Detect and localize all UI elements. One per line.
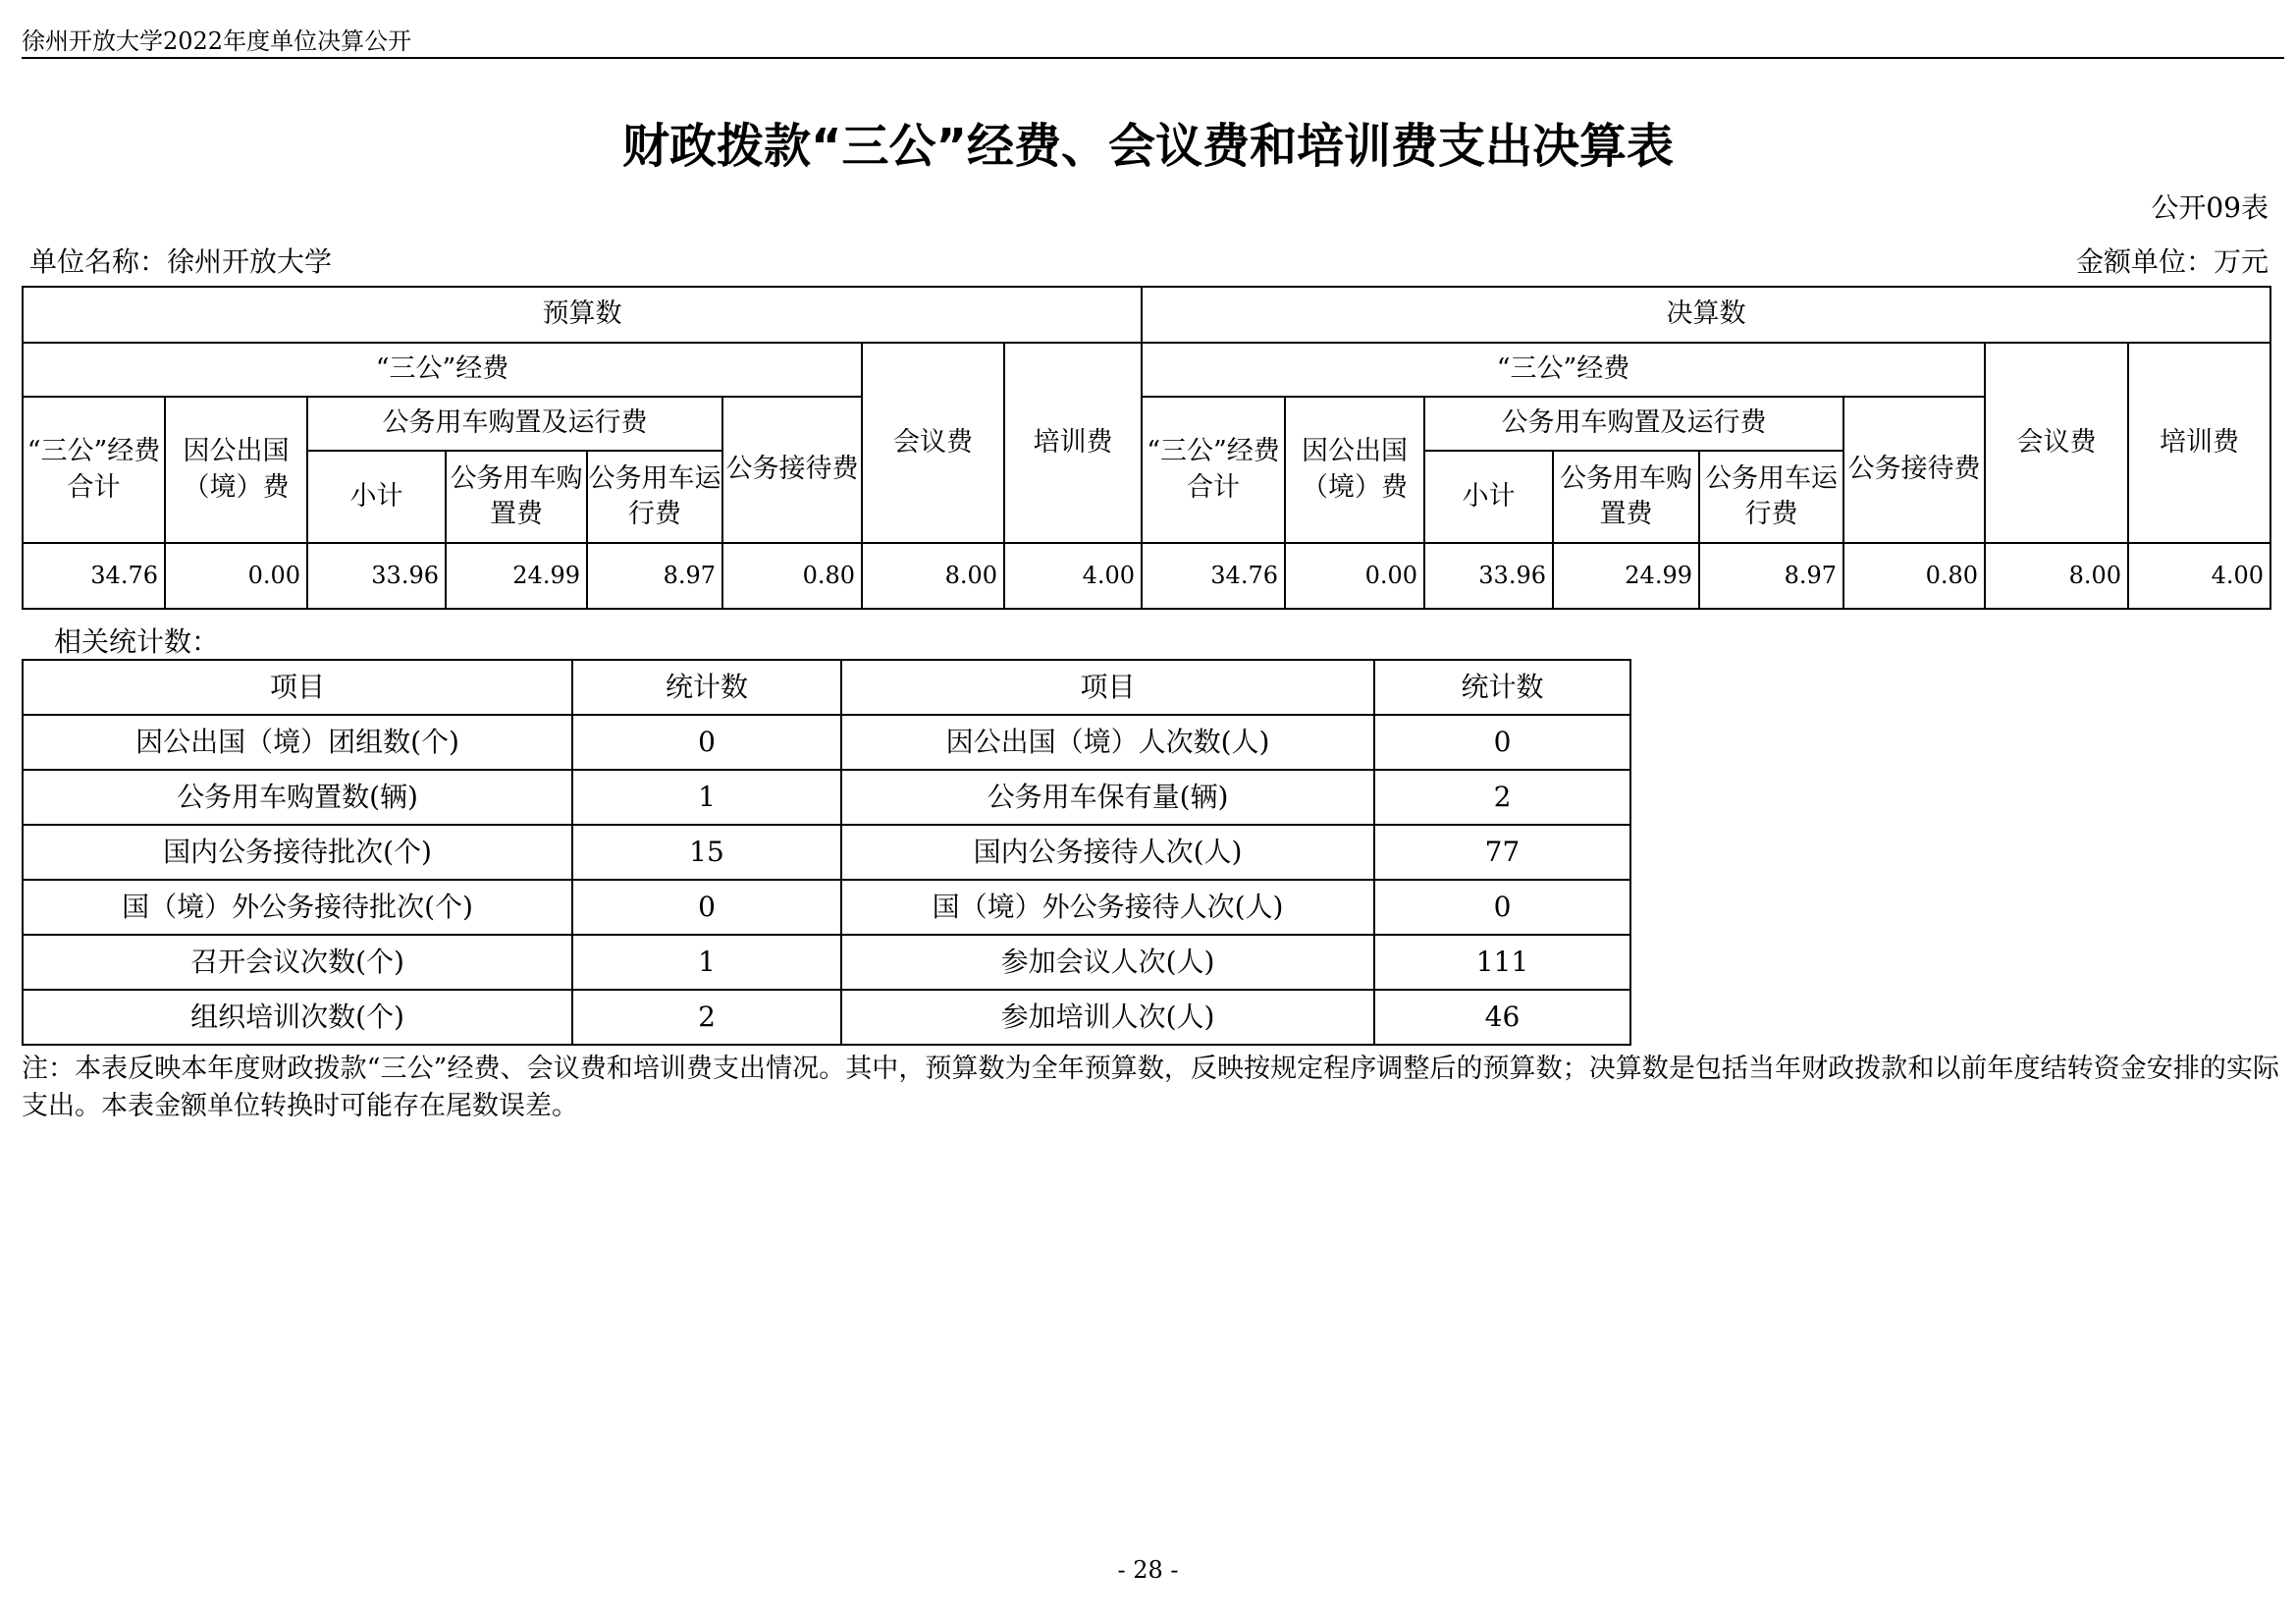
- final-value: 4.00: [2128, 543, 2270, 609]
- stat-item: 参加培训人次(人): [841, 990, 1374, 1045]
- header-divider: [22, 57, 2284, 59]
- budget-value: 0.00: [165, 543, 307, 609]
- car-buy-header: 公务用车购置费: [1553, 451, 1699, 543]
- stat-item: 国（境）外公务接待人次(人): [841, 880, 1374, 935]
- subtotal-header: 小计: [307, 451, 446, 543]
- stat-value: 1: [572, 770, 841, 825]
- page-title: 财政拨款“三公”经费、会议费和培训费支出决算表: [621, 119, 1675, 174]
- final-value: 0.00: [1285, 543, 1424, 609]
- table-row: [23, 715, 1630, 770]
- subtotal-header: 小计: [1424, 451, 1553, 543]
- total-header: “三公”经费合计: [1142, 397, 1285, 543]
- running-header: 徐州开放大学2022年度单位决算公开: [22, 27, 412, 55]
- stat-item: 组织培训次数(个): [23, 990, 572, 1045]
- stat-item: 国内公务接待人次(人): [841, 825, 1374, 880]
- stat-value: 111: [1374, 935, 1630, 990]
- stat-item: 国内公务接待批次(个): [23, 825, 572, 880]
- stats-table: [22, 659, 1631, 1046]
- stat-item: 公务用车购置数(辆): [23, 770, 572, 825]
- stat-value: 15: [572, 825, 841, 880]
- values-row: [23, 543, 2270, 609]
- stat-item: 召开会议次数(个): [23, 935, 572, 990]
- final-value: 24.99: [1553, 543, 1699, 609]
- budget-value: 8.00: [862, 543, 1004, 609]
- abroad-header: 因公出国（境）费: [1285, 397, 1424, 543]
- stat-item: 因公出国（境）团组数(个): [23, 715, 572, 770]
- reception-header: 公务接待费: [1843, 397, 1985, 543]
- final-value: 33.96: [1424, 543, 1553, 609]
- expense-table: [22, 286, 2271, 610]
- stat-item: 因公出国（境）人次数(人): [841, 715, 1374, 770]
- page-number: - 28 -: [1117, 1556, 1179, 1584]
- stats-header: 项目: [23, 660, 572, 715]
- stats-header: 统计数: [1374, 660, 1630, 715]
- meeting-header: 会议费: [862, 343, 1004, 543]
- table-number: 公开09表: [2151, 191, 2269, 224]
- car-header: 公务用车购置及运行费: [307, 397, 722, 451]
- stat-value: 46: [1374, 990, 1630, 1045]
- final-value: 8.97: [1699, 543, 1843, 609]
- stat-value: 0: [1374, 715, 1630, 770]
- budget-value: 24.99: [446, 543, 587, 609]
- total-header: “三公”经费合计: [23, 397, 165, 543]
- money-unit: 金额单位：万元: [2075, 245, 2269, 278]
- budget-value: 0.80: [722, 543, 862, 609]
- stats-header: 项目: [841, 660, 1374, 715]
- car-buy-header: 公务用车购置费: [446, 451, 587, 543]
- stat-value: 2: [572, 990, 841, 1045]
- table-row: [23, 880, 1630, 935]
- final-value: 34.76: [1142, 543, 1285, 609]
- stat-value: 77: [1374, 825, 1630, 880]
- unit-name: 单位名称：徐州开放大学: [29, 245, 333, 278]
- sangong-header: “三公”经费: [23, 343, 862, 397]
- final-value: 8.00: [1985, 543, 2128, 609]
- table-row: [23, 770, 1630, 825]
- stat-value: 2: [1374, 770, 1630, 825]
- car-run-header: 公务用车运行费: [587, 451, 722, 543]
- budget-value: 4.00: [1004, 543, 1142, 609]
- stat-value: 0: [1374, 880, 1630, 935]
- stat-item: 国（境）外公务接待批次(个): [23, 880, 572, 935]
- table-row: [23, 935, 1630, 990]
- sangong-header: “三公”经费: [1142, 343, 1985, 397]
- final-value: 0.80: [1843, 543, 1985, 609]
- final-header: 决算数: [1142, 287, 2270, 343]
- budget-value: 33.96: [307, 543, 446, 609]
- training-header: 培训费: [2128, 343, 2270, 543]
- car-header: 公务用车购置及运行费: [1424, 397, 1843, 451]
- abroad-header: 因公出国（境）费: [165, 397, 307, 543]
- stat-value: 1: [572, 935, 841, 990]
- meeting-header: 会议费: [1985, 343, 2128, 543]
- stats-header-row: [23, 660, 1630, 715]
- training-header: 培训费: [1004, 343, 1142, 543]
- budget-header: 预算数: [23, 287, 1142, 343]
- stat-item: 公务用车保有量(辆): [841, 770, 1374, 825]
- table-row: [23, 990, 1630, 1045]
- footnote: 注：本表反映本年度财政拨款“三公”经费、会议费和培训费支出情况。其中，预算数为全年预算数，反映按规定程序调整后的预算数；决算数是包括当年财政拨款和以前年度结转资金安排的实际支出。本表金额单位转换时可能存在尾数误差。: [22, 1054, 2279, 1121]
- stat-value: 0: [572, 715, 841, 770]
- stats-label: 相关统计数：: [54, 625, 220, 658]
- car-run-header: 公务用车运行费: [1699, 451, 1843, 543]
- table-row: [23, 825, 1630, 880]
- budget-value: 8.97: [587, 543, 722, 609]
- budget-value: 34.76: [23, 543, 165, 609]
- stats-header: 统计数: [572, 660, 841, 715]
- reception-header: 公务接待费: [722, 397, 862, 543]
- stat-item: 参加会议人次(人): [841, 935, 1374, 990]
- stat-value: 0: [572, 880, 841, 935]
